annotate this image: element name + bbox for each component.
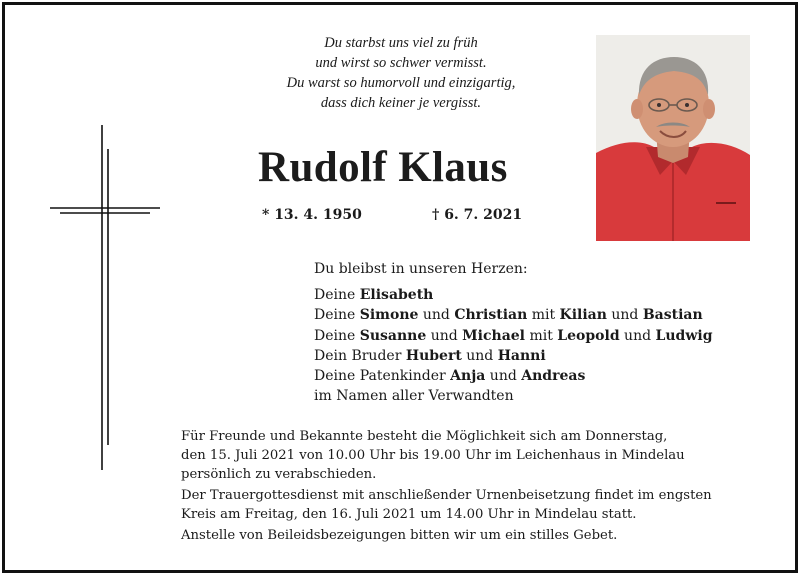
mourner-text: und bbox=[426, 327, 463, 344]
mourner-text: und bbox=[619, 327, 656, 344]
memorial-poem bbox=[236, 33, 566, 113]
mourner-name: Hubert bbox=[405, 347, 462, 364]
mourner-name: Simone bbox=[359, 307, 419, 324]
poem-line: dass dich keiner je vergisst. bbox=[320, 95, 482, 111]
mourner-line bbox=[314, 386, 713, 406]
info-paragraph bbox=[181, 427, 781, 484]
mourner-line bbox=[314, 285, 713, 305]
mourner-name: Hanni bbox=[497, 347, 546, 364]
info-line: Für Freunde und Bekannte besteht die Möglichkeit sich am Donnerstag, bbox=[181, 429, 668, 444]
info-line: Kreis am Freitag, den 16. Juli 2021 um 14.00 Uhr in Mindelau statt. bbox=[181, 507, 637, 522]
mourner-text: Deine bbox=[314, 287, 360, 304]
info-line: Der Trauergottesdienst mit anschließender Urnenbeisetzung findet im engsten bbox=[181, 488, 712, 503]
mourner-text: mit bbox=[525, 327, 558, 344]
mourner-name: Anja bbox=[450, 368, 486, 385]
mourner-name: Christian bbox=[454, 307, 528, 324]
mourner-text: und bbox=[485, 368, 522, 385]
mourner-text: im Namen aller Verwandten bbox=[314, 388, 514, 405]
info-line: persönlich zu verabschieden. bbox=[181, 467, 377, 482]
mourner-text: Dein Bruder bbox=[314, 347, 406, 364]
mourner-name: Andreas bbox=[521, 368, 586, 385]
mourner-name: Susanne bbox=[359, 327, 427, 344]
mourner-text: Deine bbox=[314, 307, 360, 324]
mourner-text: und bbox=[461, 347, 498, 364]
mourner-line bbox=[314, 366, 713, 386]
mourner-name: Elisabeth bbox=[359, 287, 434, 304]
mourner-name: Leopold bbox=[557, 327, 620, 344]
info-line: den 15. Juli 2021 von 10.00 Uhr bis 19.00 Uhr im Leichenhaus in Mindelau bbox=[181, 448, 685, 463]
mourner-line bbox=[314, 305, 713, 325]
mourner-name: Ludwig bbox=[655, 327, 713, 344]
cross-icon bbox=[50, 125, 162, 470]
mourner-name: Kilian bbox=[559, 307, 607, 324]
poem-line: und wirst so schwer vermisst. bbox=[315, 55, 487, 71]
farewell-information bbox=[181, 427, 781, 547]
mourner-line bbox=[314, 346, 713, 366]
mourners-list bbox=[314, 259, 713, 406]
mourner-name: Michael bbox=[462, 327, 525, 344]
birth-date: * 13. 4. 1950 bbox=[262, 207, 362, 223]
mourners-intro: Du bleibst in unseren Herzen: bbox=[314, 261, 528, 277]
death-date: † 6. 7. 2021 bbox=[432, 207, 523, 223]
info-line: Anstelle von Beileidsbezeigungen bitten wir um ein stilles Gebet. bbox=[181, 528, 618, 543]
info-paragraph bbox=[181, 486, 781, 524]
deceased-name: Rudolf Klaus bbox=[258, 144, 508, 191]
mourner-text: und bbox=[418, 307, 455, 324]
mourner-text: und bbox=[606, 307, 643, 324]
mourner-text: Deine bbox=[314, 327, 360, 344]
portrait-photo bbox=[596, 35, 750, 241]
poem-line: Du warst so humorvoll und einzigartig, bbox=[286, 75, 516, 91]
mourner-name: Bastian bbox=[642, 307, 703, 324]
mourner-text: mit bbox=[527, 307, 560, 324]
info-paragraph bbox=[181, 526, 781, 545]
mourner-text: Deine Patenkinder bbox=[314, 368, 451, 385]
mourner-line bbox=[314, 326, 713, 346]
mourner-rows bbox=[314, 285, 713, 406]
poem-line: Du starbst uns viel zu früh bbox=[324, 35, 478, 51]
